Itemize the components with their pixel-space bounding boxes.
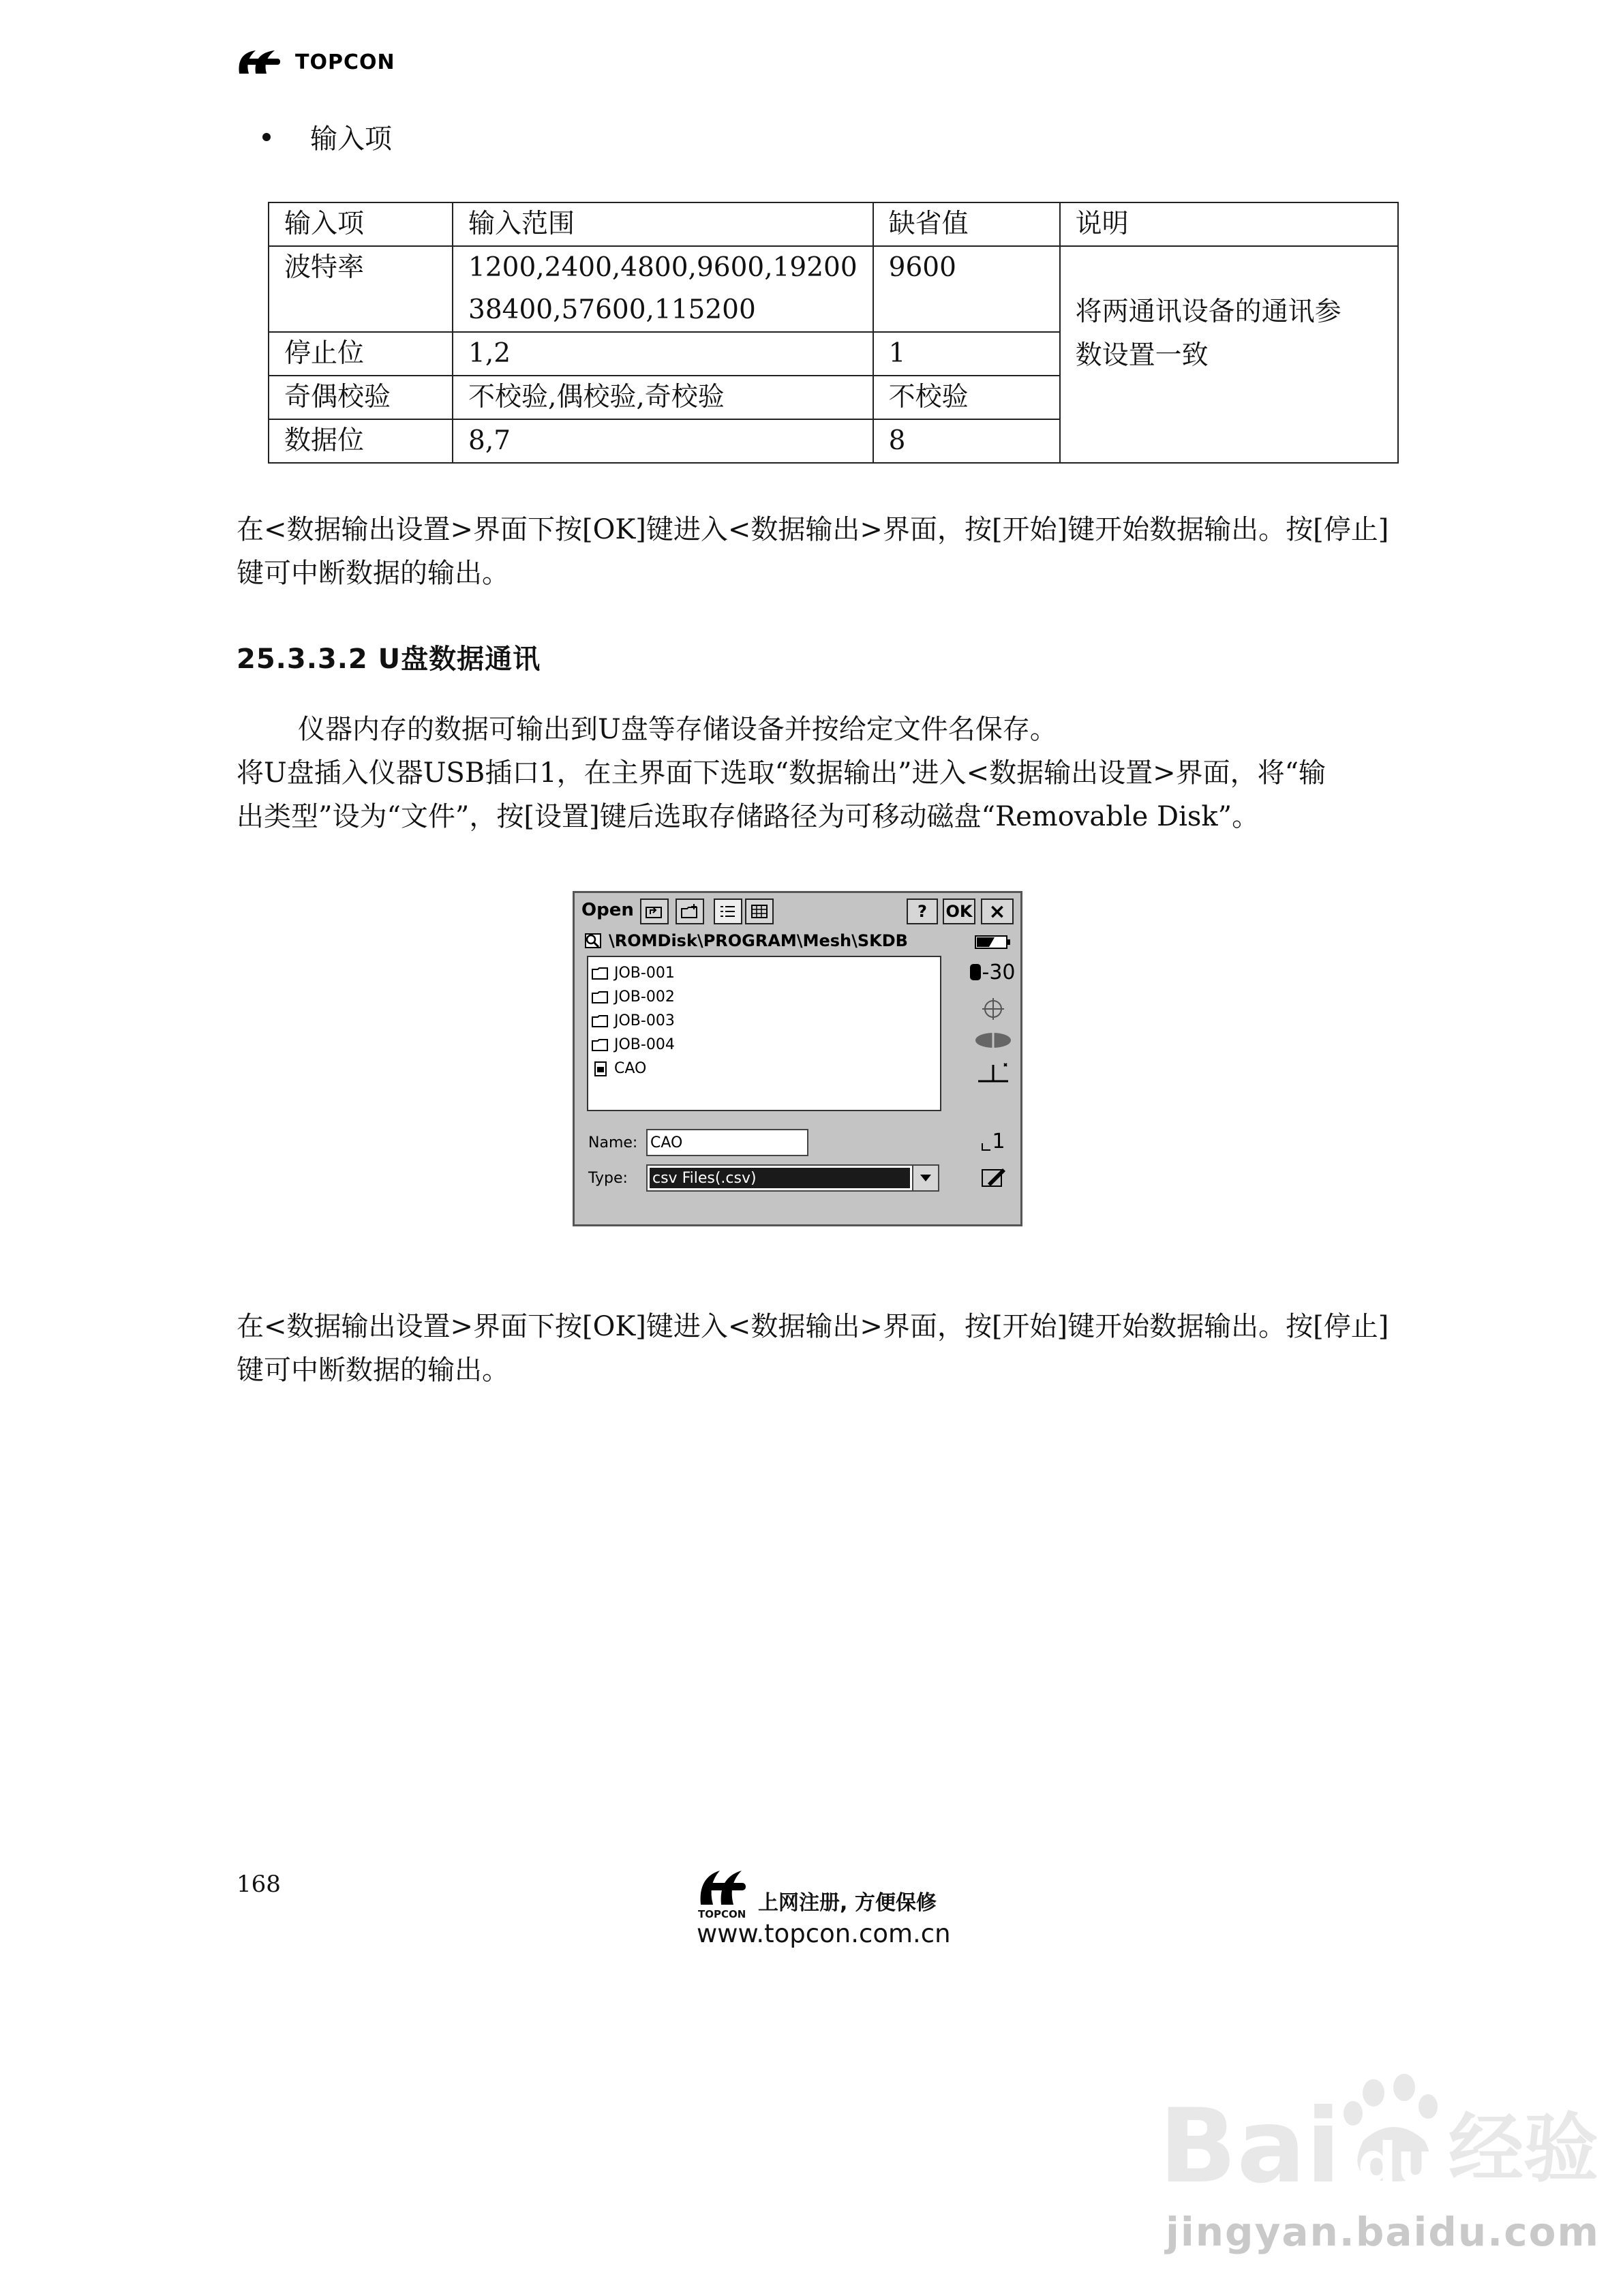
note-line: 数设置一致 bbox=[1075, 340, 1209, 371]
svg-text:经验: 经验 bbox=[1448, 2105, 1598, 2192]
table-cell: 波特率 bbox=[269, 246, 453, 332]
table-note-cell bbox=[1060, 246, 1398, 463]
header-brand: TOPCON bbox=[295, 50, 395, 74]
document-icon bbox=[591, 1061, 610, 1076]
ellipse-icon bbox=[973, 1031, 1014, 1050]
table-cell bbox=[453, 246, 873, 332]
bullet-item bbox=[262, 117, 392, 156]
table-cell: 1,2 bbox=[453, 332, 873, 376]
dialog-title: Open bbox=[581, 900, 634, 920]
file-name: JOB-001 bbox=[614, 965, 675, 982]
channel-status bbox=[973, 1128, 1014, 1155]
list-item[interactable] bbox=[588, 1009, 940, 1033]
parameter-table bbox=[268, 202, 1399, 464]
paragraph-line: 键可中断数据的输出。 bbox=[237, 1355, 509, 1386]
paragraph-line: 出类型”设为“文件”，按[设置]键后选取存储路径为可移动磁盘“Removable Disk”。 bbox=[237, 801, 1260, 832]
tilt-status bbox=[973, 1059, 1014, 1087]
table-header-cell: 说明 bbox=[1060, 202, 1398, 246]
signal-value: -30 bbox=[982, 960, 1016, 984]
help-button[interactable]: ? bbox=[907, 898, 938, 924]
crosshair-icon bbox=[981, 997, 1005, 1021]
edit-icon bbox=[980, 1166, 1007, 1190]
folder-icon bbox=[591, 1014, 610, 1029]
type-label: Type: bbox=[588, 1170, 628, 1187]
prism-icon bbox=[969, 963, 982, 982]
paragraph-line: 键可中断数据的输出。 bbox=[237, 558, 509, 589]
type-selected-value: csv Files(.csv) bbox=[650, 1168, 910, 1188]
list-item[interactable] bbox=[588, 961, 940, 985]
section-heading: 25.3.3.2 U盘数据通讯 bbox=[237, 644, 541, 675]
list-view-button[interactable] bbox=[714, 898, 742, 924]
step-icon bbox=[981, 1131, 992, 1151]
range-line: 1200,2400,4800,9600,19200 bbox=[468, 252, 858, 283]
table-header-row bbox=[269, 202, 1398, 246]
battery-status bbox=[973, 933, 1014, 952]
list-item[interactable] bbox=[588, 985, 940, 1009]
name-input[interactable]: CAO bbox=[646, 1129, 808, 1156]
battery-icon bbox=[974, 934, 1012, 950]
paragraph-line: 将U盘插入仪器USB插口1，在主界面下选取“数据输出”进入<数据输出设置>界面，将“输 bbox=[237, 757, 1326, 789]
table-cell: 1 bbox=[873, 332, 1060, 376]
footer-slogan: 上网注册, 方便保修 bbox=[758, 1891, 937, 1915]
footer-brand: TOPCON bbox=[698, 1908, 746, 1920]
folder-icon bbox=[591, 1038, 610, 1053]
paragraph-line: 仪器内存的数据可输出到U盘等存储设备并按给定文件名保存。 bbox=[298, 714, 1057, 745]
paragraph-line: 在<数据输出设置>界面下按[OK]键进入<数据输出>界面，按[开始]键开始数据输出。按[停止] bbox=[237, 1311, 1389, 1342]
list-item[interactable] bbox=[588, 1057, 940, 1081]
note-line: 将两通讯设备的通讯参 bbox=[1075, 297, 1341, 327]
topcon-logo-icon bbox=[235, 46, 287, 78]
header-logo bbox=[235, 46, 395, 78]
topcon-logo-icon bbox=[697, 1867, 754, 1909]
file-name: CAO bbox=[614, 1060, 647, 1077]
close-button[interactable]: × bbox=[981, 898, 1014, 924]
table-cell: 8 bbox=[873, 419, 1060, 463]
footer-url: www.topcon.com.cn bbox=[697, 1919, 951, 1948]
list-item[interactable] bbox=[588, 1033, 940, 1057]
table-header-cell: 缺省值 bbox=[873, 202, 1060, 246]
file-name: JOB-003 bbox=[614, 1012, 675, 1029]
table-row bbox=[269, 246, 1398, 332]
dropdown-button[interactable] bbox=[912, 1166, 938, 1190]
channel-value: 1 bbox=[992, 1129, 1005, 1153]
paragraph-usb-instructions bbox=[237, 708, 1395, 839]
page-number: 168 bbox=[237, 1871, 281, 1898]
paragraph-line: 在<数据输出设置>界面下按[OK]键进入<数据输出>界面，按[开始]键开始数据输出。按[停止] bbox=[237, 514, 1389, 545]
range-line: 38400,57600,115200 bbox=[468, 294, 756, 325]
footer-logo bbox=[697, 1867, 754, 1912]
table-cell: 不校验,偶校验,奇校验 bbox=[453, 376, 873, 419]
baidu-watermark bbox=[1159, 2072, 1598, 2206]
svg-text:Bai: Bai bbox=[1159, 2087, 1341, 2206]
bullet-text: 输入项 bbox=[310, 123, 392, 155]
ok-button[interactable]: OK bbox=[943, 898, 975, 924]
baidu-logo-icon bbox=[1159, 2072, 1598, 2206]
table-cell: 8,7 bbox=[453, 419, 873, 463]
table-header-cell: 输入项 bbox=[269, 202, 453, 246]
table-cell: 数据位 bbox=[269, 419, 453, 463]
table-header-cell: 输入范围 bbox=[453, 202, 873, 246]
new-folder-button[interactable] bbox=[676, 898, 704, 924]
watermark-url: jingyan.baidu.com bbox=[1166, 2209, 1600, 2255]
paragraph-output-instructions-repeat bbox=[237, 1305, 1395, 1392]
table-cell: 停止位 bbox=[269, 332, 453, 376]
file-list[interactable] bbox=[587, 956, 941, 1111]
table-cell: 9600 bbox=[873, 246, 1060, 332]
folder-icon bbox=[591, 990, 610, 1005]
list-view-icon bbox=[718, 903, 738, 920]
input-mode-status bbox=[973, 1164, 1014, 1192]
open-dialog-screenshot bbox=[573, 891, 1022, 1226]
signal-status bbox=[965, 960, 1019, 984]
table-cell: 奇偶校验 bbox=[269, 376, 453, 419]
svg-text:du: du bbox=[1358, 2131, 1436, 2194]
search-folder-icon bbox=[583, 931, 603, 950]
paragraph-output-instructions bbox=[237, 508, 1395, 595]
detail-view-icon bbox=[750, 903, 769, 920]
name-label: Name: bbox=[588, 1134, 638, 1151]
laser-status bbox=[973, 1028, 1014, 1053]
current-path: \ROMDisk\PROGRAM\Mesh\SKDB bbox=[609, 931, 908, 950]
table-cell: 不校验 bbox=[873, 376, 1060, 419]
new-folder-icon bbox=[680, 903, 699, 920]
type-select[interactable] bbox=[646, 1164, 939, 1192]
file-name: JOB-002 bbox=[614, 988, 675, 1006]
folder-icon bbox=[591, 966, 610, 981]
bullet-dot bbox=[262, 133, 271, 141]
chevron-down-icon bbox=[920, 1174, 932, 1182]
file-name: JOB-004 bbox=[614, 1036, 675, 1053]
path-bar bbox=[583, 930, 951, 952]
tilt-icon bbox=[973, 1059, 1014, 1087]
detail-view-button[interactable] bbox=[745, 898, 774, 924]
up-folder-icon bbox=[645, 903, 664, 920]
up-folder-button[interactable] bbox=[640, 898, 669, 924]
target-status bbox=[973, 995, 1014, 1023]
